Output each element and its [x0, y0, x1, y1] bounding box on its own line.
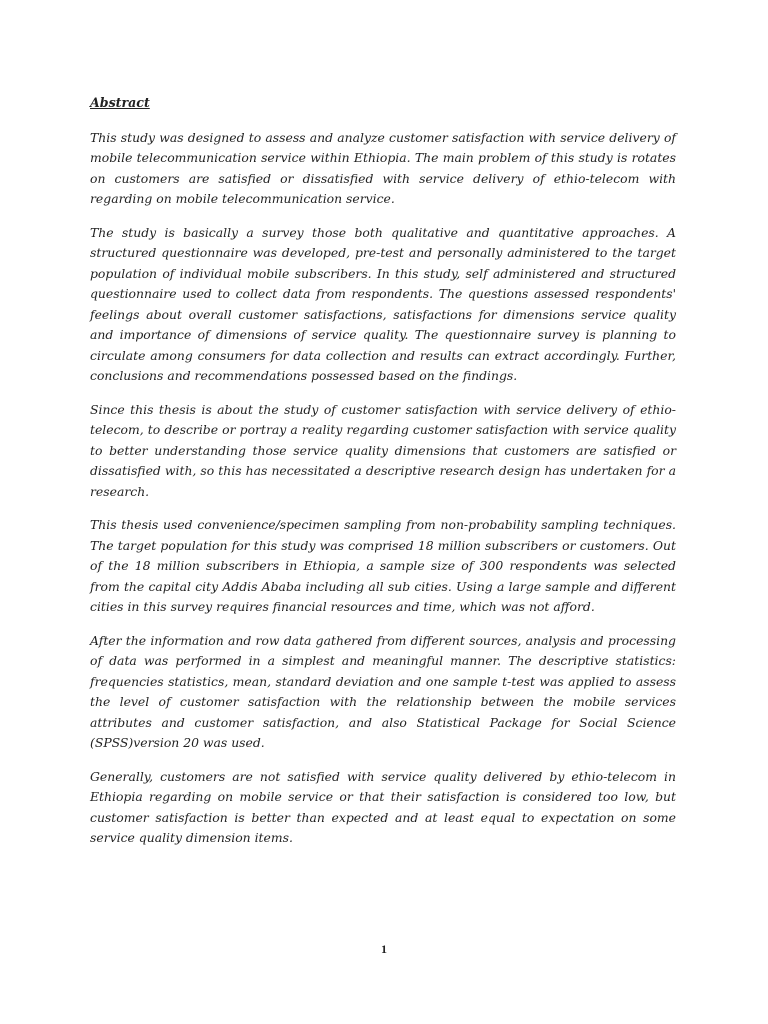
abstract-paragraph-1: This study was designed to assess and analyze customer satisfaction with service delivery of mobile telecommunication service within Ethiopia. The main problem of this study is rotates on customers are satisfied or dissatisfied with service delivery of ethio-telecom with regarding on mobile telecommunication service. [90, 129, 676, 206]
abstract-paragraph-2: The study is basically a survey those both qualitative and quantitative approaches. A structured questionnaire was developed, pre-test and personally administered to the target population of individual mobile subscribers. In this study, self administered and structured questionnaire used to collect data from respondents. The questions assessed respondents' feelings about overall customer satisfactions, satisfactions for dimensions service quality and importance of dimensions of service quality. The questionnaire survey is planning to circulate among consumers for data collection and results can extract accordingly. Further, conclusions and recommendations possessed based on the findings. [90, 224, 676, 383]
page-number: 1 [381, 942, 387, 956]
abstract-paragraph-6: Generally, customers are not satisfied with service quality delivered by ethio-telecom in Ethiopia regarding on mobile service or that their satisfaction is considered too low, but customer satisfaction is better than expected and at least equal to expectation on some service quality dimension items. [90, 768, 676, 845]
abstract-section [90, 93, 676, 862]
abstract-paragraph-5: After the information and row data gathered from different sources, analysis and processing of data was performed in a simplest and meaningful manner. The descriptive statistics: frequencies statistics, mean, standard deviation and one sample t-test was applied to assess the level of customer satisfaction with the relationship between the mobile services attributes and customer satisfaction, and also Statistical Package for Social Science (SPSS)version 20 was used. [90, 632, 676, 750]
abstract-heading: Abstract [90, 95, 150, 110]
abstract-paragraph-3: Since this thesis is about the study of customer satisfaction with service delivery of ethio-telecom, to describe or portray a reality regarding customer satisfaction with service quality to better understanding those service quality dimensions that customers are satisfied or dissatisfied with, so this has necessitated a descriptive research design has undertaken for a research. [90, 401, 676, 499]
abstract-paragraph-4: This thesis used convenience/specimen sampling from non-probability sampling techniques. The target population for this study was comprised 18 million subscribers or customers. Out of the 18 million subscribers in Ethiopia, a sample size of 300 respondents was selected from the capital city Addis Ababa including all sub cities. Using a large sample and different cities in this survey requires financial resources and time, which was not afford. [90, 517, 676, 614]
